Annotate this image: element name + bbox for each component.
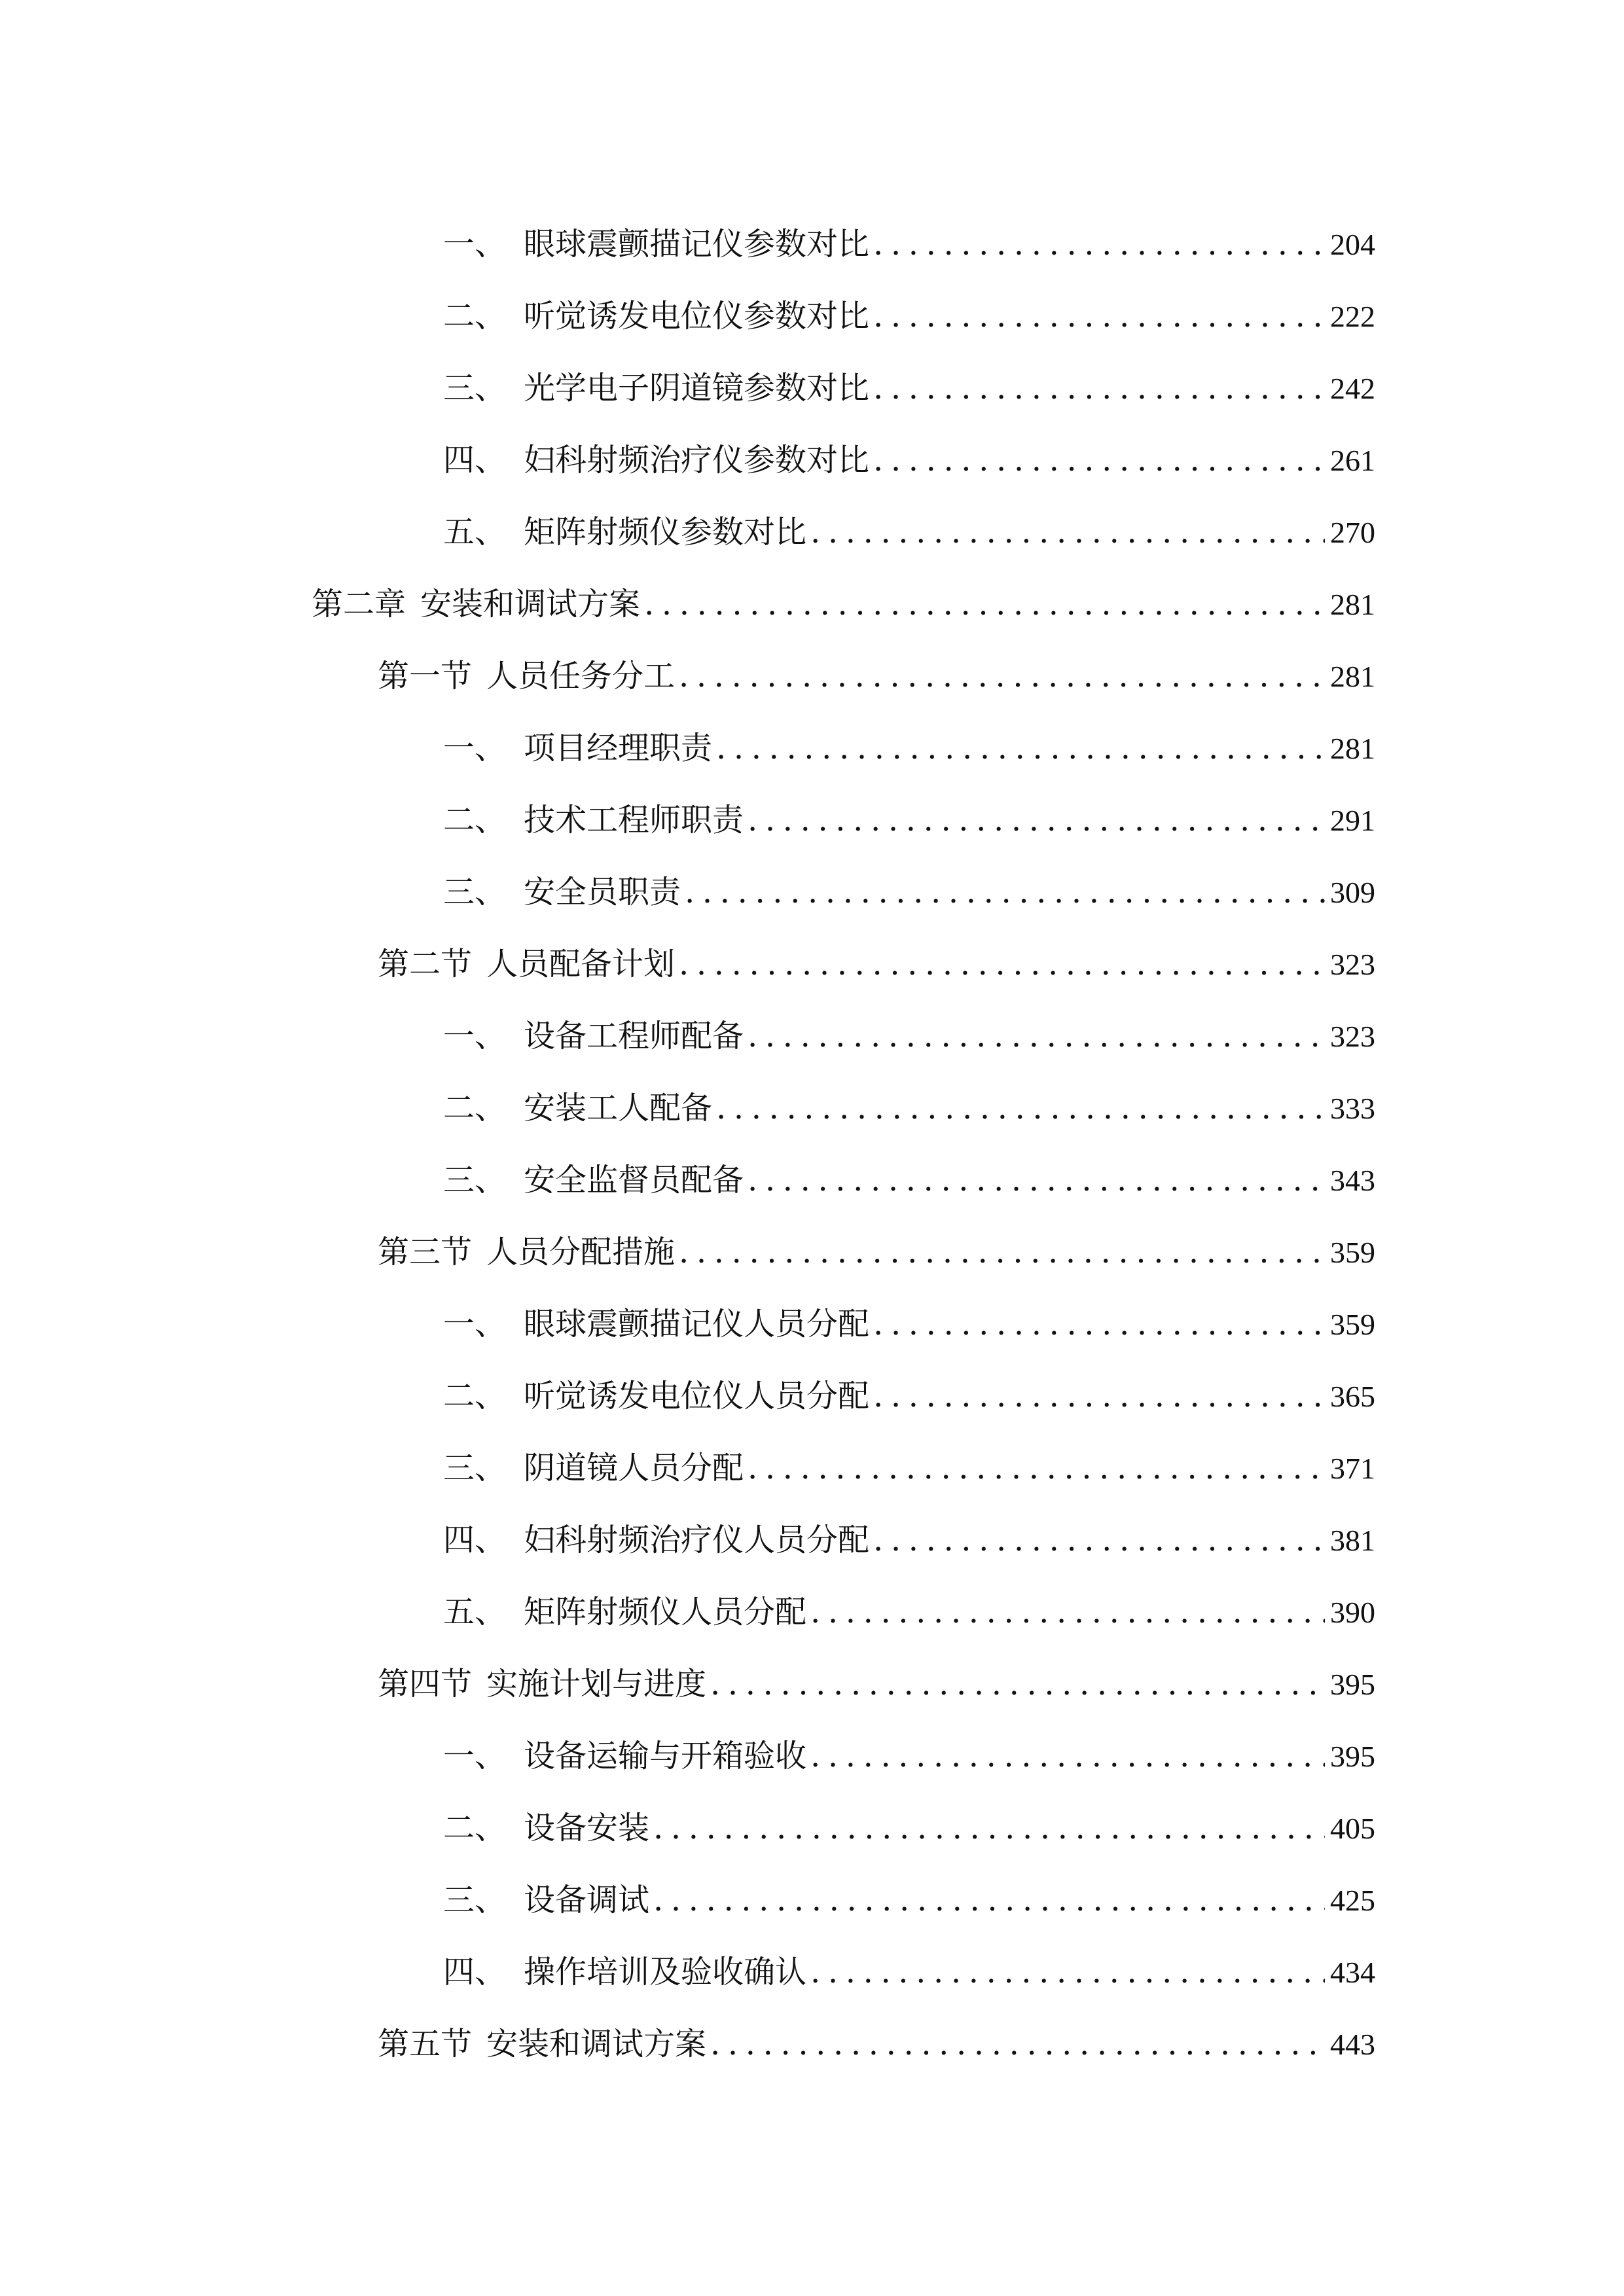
toc-entry-title: 眼球震颤描记仪人员分配 — [524, 1305, 870, 1342]
toc-entry-title: 光学电子阴道镜参数对比 — [524, 369, 870, 406]
toc-entry-page: 425 — [1330, 1883, 1375, 1917]
toc-entry[interactable] — [0, 496, 1624, 568]
toc-entry-title: 矩阵射频仪人员分配 — [524, 1593, 807, 1630]
toc-entry[interactable] — [0, 856, 1624, 928]
toc-entry-number: 四、 — [443, 441, 507, 478]
toc-entry-page: 359 — [1330, 1307, 1375, 1341]
dot-leader — [873, 1522, 1325, 1558]
dot-leader — [810, 1738, 1325, 1774]
toc-entry[interactable] — [0, 1504, 1624, 1576]
toc-entry[interactable] — [0, 1432, 1624, 1504]
toc-entry-page: 323 — [1330, 1019, 1375, 1053]
dot-leader — [748, 802, 1325, 838]
toc-entry-number: 二、 — [443, 1809, 507, 1846]
toc-entry-page: 242 — [1330, 371, 1375, 405]
dot-leader — [873, 298, 1325, 334]
toc-entry-line — [443, 1738, 1375, 1775]
toc-entry-line — [443, 1522, 1375, 1559]
dot-leader — [644, 586, 1325, 622]
toc-entry-line — [443, 514, 1375, 551]
toc-entry-title: 听觉诱发电位仪参数对比 — [524, 297, 870, 334]
dot-leader — [748, 1162, 1325, 1198]
toc-entry-title: 项目经理职责 — [524, 729, 713, 766]
toc-entry-number: 第二章 — [312, 585, 406, 622]
toc-entry-line — [378, 1234, 1375, 1271]
toc-entry-page: 291 — [1330, 803, 1375, 837]
toc-entry-line — [443, 1450, 1375, 1487]
toc-entry-line — [443, 874, 1375, 911]
toc-entry-page: 381 — [1330, 1523, 1375, 1557]
dot-leader — [679, 946, 1325, 982]
toc-entry-line — [443, 1882, 1375, 1919]
toc-entry-title: 设备运输与开箱验收 — [524, 1737, 807, 1774]
toc-entry-number: 第三节 — [378, 1233, 473, 1270]
toc-entry-page: 390 — [1330, 1595, 1375, 1629]
toc-entry-title: 眼球震颤描记仪参数对比 — [524, 225, 870, 262]
toc-entry-title: 人员分配措施 — [486, 1233, 676, 1270]
toc-entry-page: 333 — [1330, 1091, 1375, 1125]
toc-entry[interactable] — [0, 2008, 1624, 2080]
toc-entry[interactable] — [0, 280, 1624, 352]
dot-leader — [716, 1090, 1325, 1126]
toc-entry[interactable] — [0, 568, 1624, 640]
dot-leader — [810, 1954, 1325, 1990]
dot-leader — [710, 2026, 1325, 2062]
toc-entry[interactable] — [0, 1144, 1624, 1216]
toc-entry-title: 安装和调试方案 — [486, 2025, 707, 2062]
toc-entry[interactable] — [0, 1720, 1624, 1792]
toc-entry-line — [443, 298, 1375, 335]
toc-entry-page: 405 — [1330, 1811, 1375, 1845]
toc-entry-number: 三、 — [443, 873, 507, 910]
toc-entry-title: 人员任务分工 — [486, 657, 676, 694]
toc-entry-line — [443, 370, 1375, 407]
dot-leader — [679, 658, 1325, 694]
toc-entry-line — [312, 586, 1375, 623]
toc-entry-number: 第一节 — [378, 657, 473, 694]
toc-entry-line — [443, 1954, 1375, 1991]
toc-entry-line — [378, 946, 1375, 983]
toc-entry-line — [443, 1378, 1375, 1415]
toc-entry-line — [443, 1018, 1375, 1055]
toc-entry-number: 五、 — [443, 1593, 507, 1630]
toc-entry-number: 三、 — [443, 1449, 507, 1486]
toc-entry-title: 技术工程师职责 — [524, 801, 744, 838]
toc-entry[interactable] — [0, 1000, 1624, 1072]
toc-entry-line — [378, 2026, 1375, 2063]
toc-entry-page: 395 — [1330, 1667, 1375, 1701]
toc-entry-number: 五、 — [443, 513, 507, 550]
dot-leader — [873, 1378, 1325, 1414]
toc-entry[interactable] — [0, 352, 1624, 424]
toc-entry-page: 222 — [1330, 299, 1375, 333]
toc-entry[interactable] — [0, 208, 1624, 280]
toc-entry[interactable] — [0, 1072, 1624, 1144]
toc-entry-page: 261 — [1330, 443, 1375, 477]
toc-entry-title: 妇科射频治疗仪参数对比 — [524, 441, 870, 478]
toc-entry-page: 270 — [1330, 515, 1375, 549]
toc-entry-line — [443, 1810, 1375, 1847]
toc-entry-page: 281 — [1330, 731, 1375, 765]
toc-entry-title: 妇科射频治疗仪人员分配 — [524, 1521, 870, 1558]
toc-entry[interactable] — [0, 928, 1624, 1000]
toc-entry-page: 395 — [1330, 1739, 1375, 1773]
dot-leader — [748, 1018, 1325, 1054]
toc-entry[interactable] — [0, 784, 1624, 856]
toc-entry-line — [378, 1666, 1375, 1703]
dot-leader — [873, 226, 1325, 262]
dot-leader — [710, 1666, 1325, 1702]
toc-entry-page: 434 — [1330, 1955, 1375, 1989]
toc-entry-page: 323 — [1330, 947, 1375, 981]
table-of-contents — [0, 208, 1624, 2080]
toc-entry-title: 听觉诱发电位仪人员分配 — [524, 1377, 870, 1414]
toc-entry-page: 309 — [1330, 875, 1375, 909]
dot-leader — [653, 1810, 1325, 1846]
dot-leader — [685, 874, 1325, 910]
toc-entry-title: 安全监督员配备 — [524, 1161, 744, 1198]
toc-entry-number: 一、 — [443, 729, 507, 766]
toc-entry-title: 安装和调试方案 — [420, 585, 641, 622]
toc-entry-page: 204 — [1330, 227, 1375, 261]
toc-entry-number: 三、 — [443, 369, 507, 406]
toc-entry-number: 二、 — [443, 1377, 507, 1414]
toc-entry-line — [443, 226, 1375, 263]
toc-entry-number: 一、 — [443, 1017, 507, 1054]
toc-entry-number: 四、 — [443, 1953, 507, 1990]
toc-entry[interactable] — [0, 1288, 1624, 1360]
toc-entry-line — [378, 658, 1375, 695]
toc-entry-number: 一、 — [443, 1737, 507, 1774]
toc-entry-number: 二、 — [443, 1089, 507, 1126]
toc-entry-line — [443, 442, 1375, 479]
toc-entry[interactable] — [0, 1360, 1624, 1432]
toc-entry-title: 安装工人配备 — [524, 1089, 713, 1126]
toc-entry-title: 设备调试 — [524, 1881, 650, 1918]
dot-leader — [810, 1594, 1325, 1630]
toc-entry[interactable] — [0, 1864, 1624, 1936]
toc-entry-number: 第二节 — [378, 945, 473, 982]
toc-entry-title: 设备工程师配备 — [524, 1017, 744, 1054]
toc-entry-title: 操作培训及验收确认 — [524, 1953, 807, 1990]
toc-entry-title: 设备安装 — [524, 1809, 650, 1846]
toc-entry[interactable] — [0, 1648, 1624, 1720]
toc-entry[interactable] — [0, 1792, 1624, 1864]
toc-entry-title: 矩阵射频仪参数对比 — [524, 513, 807, 550]
toc-entry[interactable] — [0, 1576, 1624, 1648]
toc-entry-line — [443, 730, 1375, 767]
toc-entry-page: 371 — [1330, 1451, 1375, 1485]
toc-entry[interactable] — [0, 712, 1624, 784]
toc-entry-line — [443, 1162, 1375, 1199]
toc-entry-line — [443, 1306, 1375, 1343]
dot-leader — [679, 1234, 1325, 1270]
toc-entry-number: 第四节 — [378, 1665, 473, 1702]
toc-entry-page: 281 — [1330, 587, 1375, 621]
dot-leader — [873, 1306, 1325, 1342]
toc-entry-line — [443, 1594, 1375, 1631]
dot-leader — [873, 370, 1325, 406]
toc-entry-number: 一、 — [443, 1305, 507, 1342]
toc-entry-page: 359 — [1330, 1235, 1375, 1269]
toc-entry-number: 二、 — [443, 297, 507, 334]
dot-leader — [748, 1450, 1325, 1486]
dot-leader — [873, 442, 1325, 478]
toc-entry-title: 人员配备计划 — [486, 945, 676, 982]
toc-entry-page: 365 — [1330, 1379, 1375, 1413]
toc-entry-page: 281 — [1330, 659, 1375, 693]
toc-entry-number: 一、 — [443, 225, 507, 262]
toc-entry[interactable] — [0, 1216, 1624, 1288]
toc-entry-line — [443, 1090, 1375, 1127]
toc-entry[interactable] — [0, 640, 1624, 712]
dot-leader — [810, 514, 1325, 550]
toc-entry[interactable] — [0, 1936, 1624, 2008]
toc-entry-number: 四、 — [443, 1521, 507, 1558]
toc-entry-title: 实施计划与进度 — [486, 1665, 707, 1702]
toc-entry-number: 三、 — [443, 1881, 507, 1918]
toc-entry-page: 343 — [1330, 1163, 1375, 1197]
toc-entry-title: 阴道镜人员分配 — [524, 1449, 744, 1486]
toc-entry-title: 安全员职责 — [524, 873, 681, 910]
toc-entry-number: 第五节 — [378, 2025, 473, 2062]
toc-entry-number: 三、 — [443, 1161, 507, 1198]
dot-leader — [716, 730, 1325, 766]
toc-entry-line — [443, 802, 1375, 839]
dot-leader — [653, 1882, 1325, 1918]
toc-entry-page: 443 — [1330, 2027, 1375, 2061]
toc-entry[interactable] — [0, 424, 1624, 496]
toc-entry-number: 二、 — [443, 801, 507, 838]
